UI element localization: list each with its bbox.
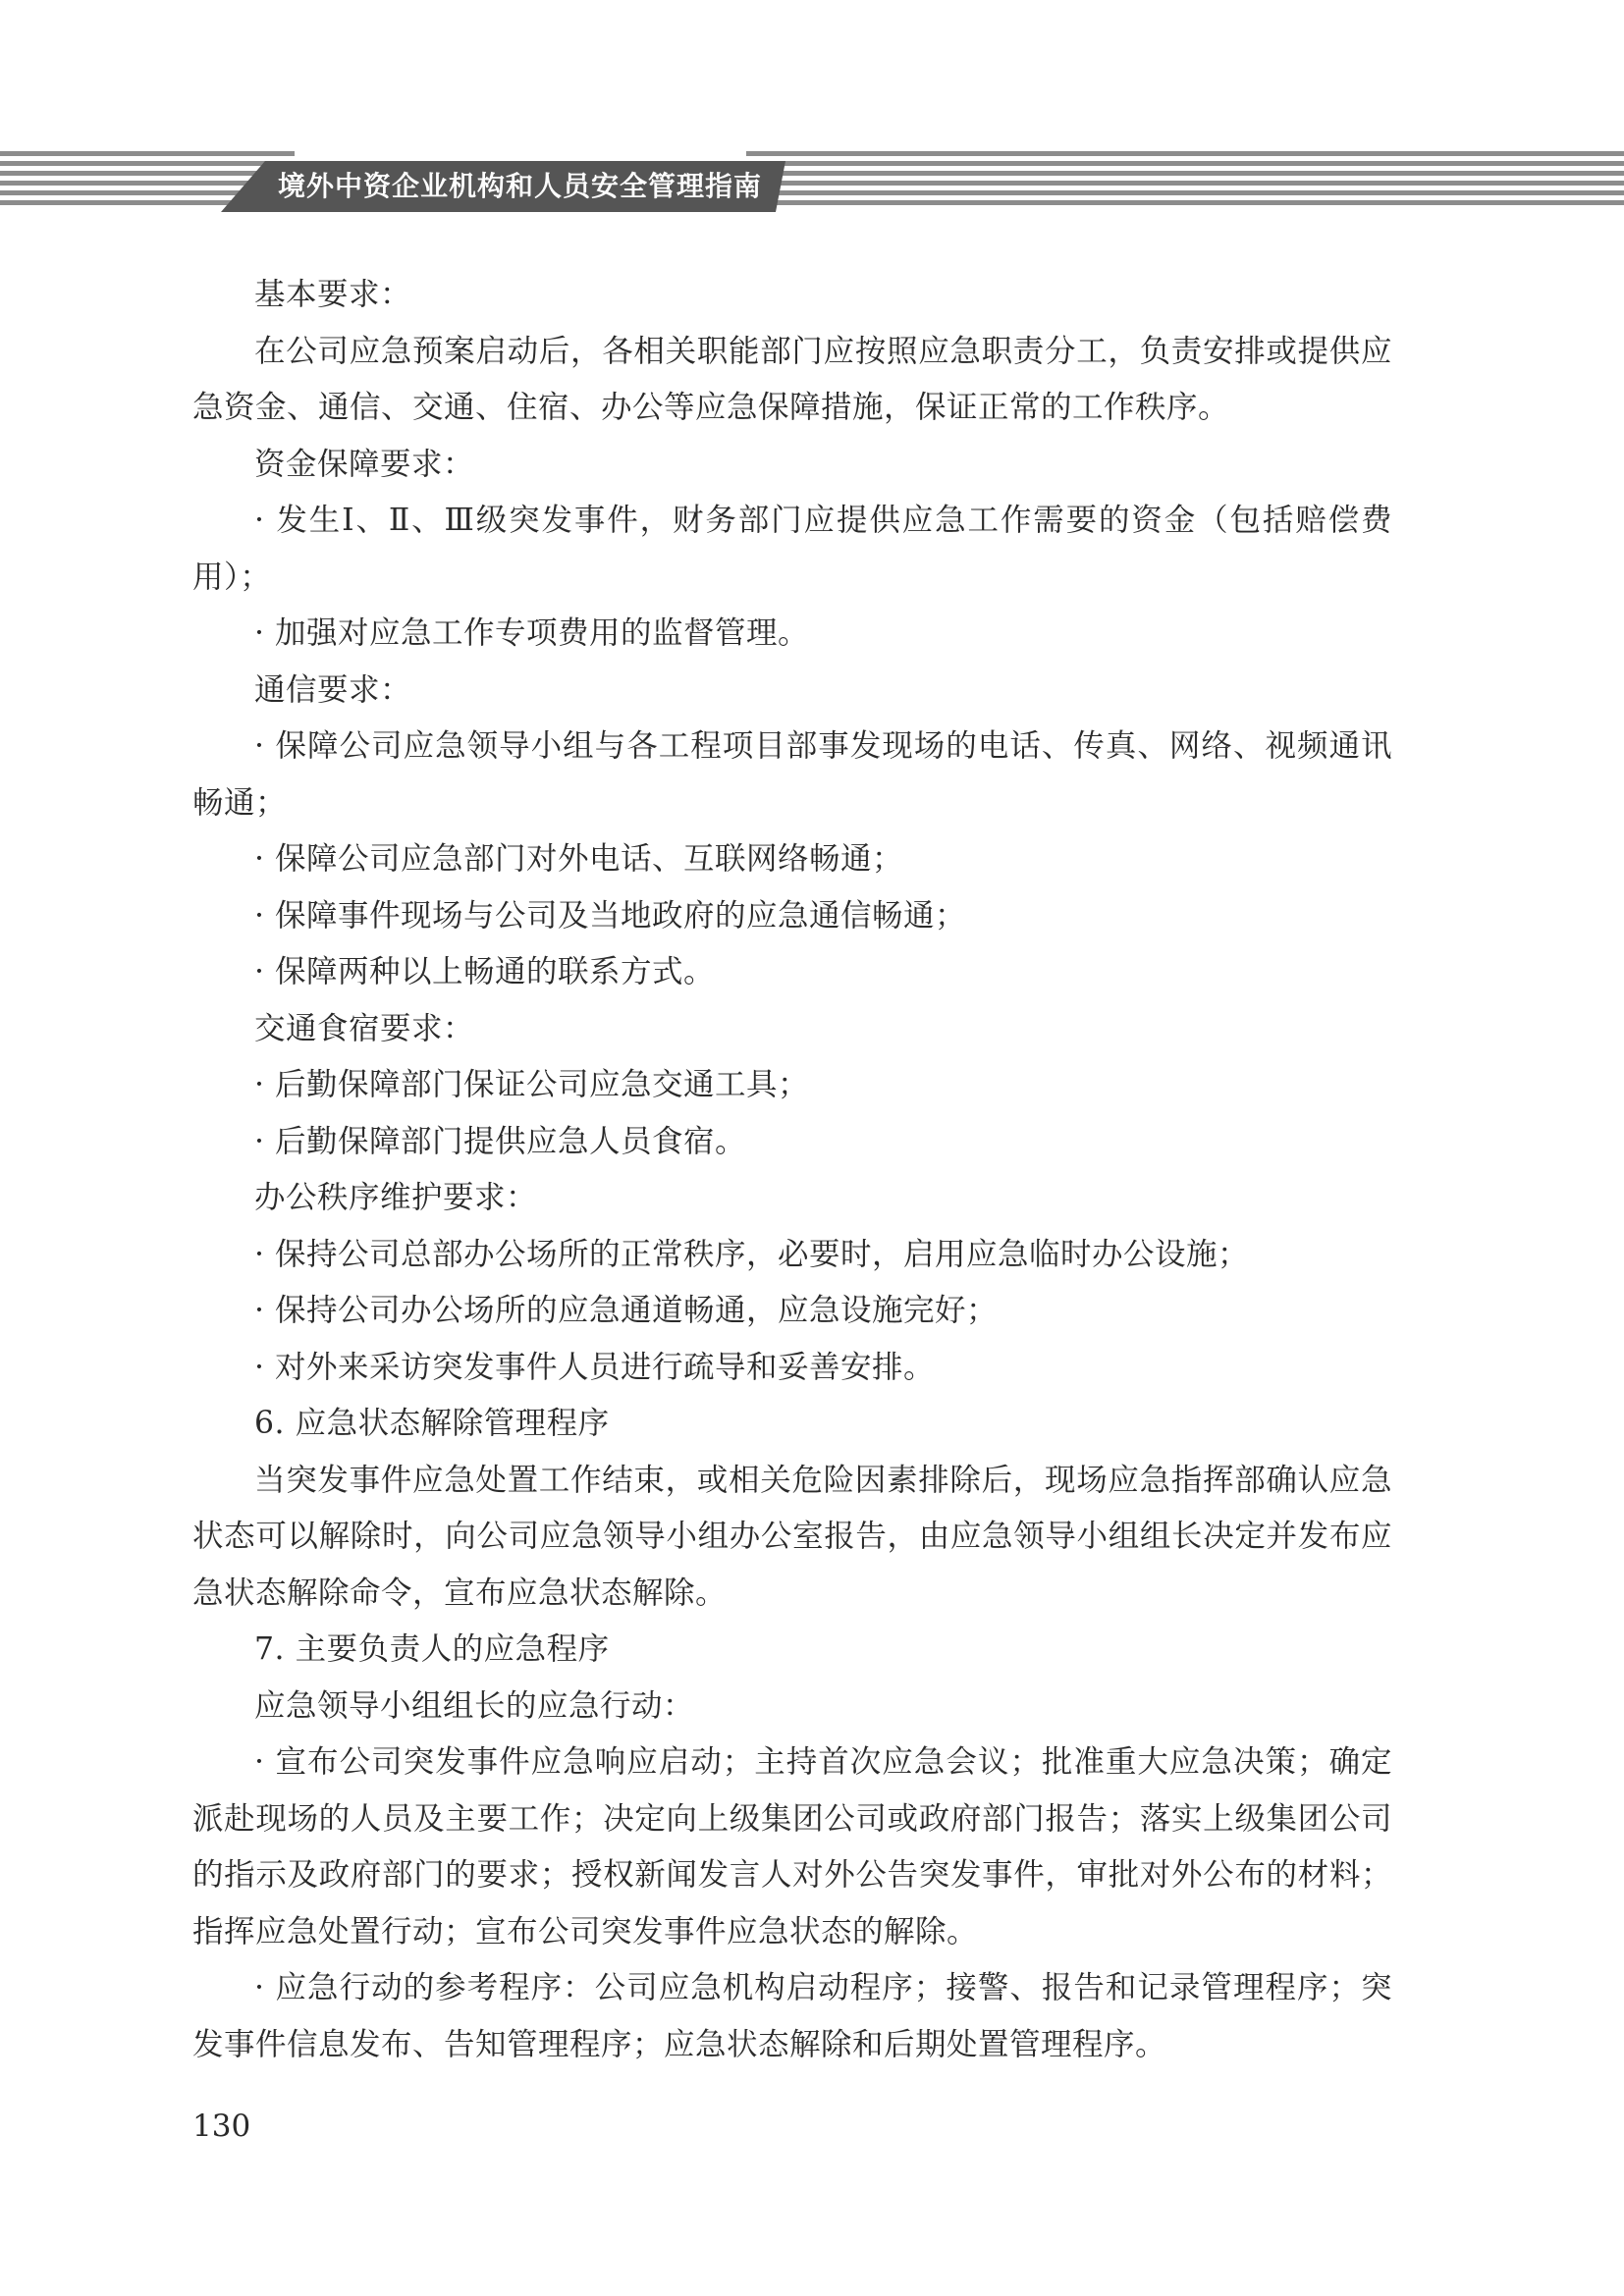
list-item-office-3: · 对外来采访突发事件人员进行疏导和妥善安排。 bbox=[254, 1349, 936, 1385]
list-item-leader-2: · 应急行动的参考程序：公司应急机构启动程序；接警、报告和记录管理程序；突发事件信息发布、告知管理程序；应急状态解除和后期处置管理程序。 bbox=[192, 1970, 1392, 2062]
paragraph-transport-heading: 交通食宿要求： bbox=[254, 1010, 475, 1046]
page-body bbox=[192, 267, 1392, 2073]
running-header bbox=[0, 147, 1624, 212]
list-item-communication-3: · 保障事件现场与公司及当地政府的应急通信畅通； bbox=[254, 897, 967, 934]
page-number: 130 bbox=[192, 2109, 251, 2144]
list-item-funding-1: · 发生Ⅰ、Ⅱ、Ⅲ级突发事件，财务部门应提供应急工作需要的资金（包括赔偿费用）； bbox=[192, 503, 1392, 595]
paragraph-funding-heading: 资金保障要求： bbox=[254, 446, 475, 482]
list-item-transport-1: · 后勤保障部门保证公司应急交通工具； bbox=[254, 1067, 810, 1102]
paragraph-communication-heading: 通信要求： bbox=[254, 671, 412, 708]
list-item-communication-4: · 保障两种以上畅通的联系方式。 bbox=[254, 954, 716, 989]
paragraph-basic-requirements-heading: 基本要求： bbox=[254, 277, 412, 312]
list-item-transport-2: · 后勤保障部门提供应急人员食宿。 bbox=[254, 1123, 747, 1159]
paragraph-basic-requirements: 在公司应急预案启动后，各相关职能部门应按照应急职责分工，负责安排或提供应急资金、通信、交通、住宿、办公等应急保障措施，保证正常的工作秩序。 bbox=[192, 333, 1392, 425]
paragraph-office-heading: 办公秩序维护要求： bbox=[254, 1180, 538, 1215]
list-item-communication-2: · 保障公司应急部门对外电话、互联网络畅通； bbox=[254, 841, 904, 877]
list-item-funding-2: · 加强对应急工作专项费用的监督管理。 bbox=[254, 615, 810, 651]
list-item-communication-1: · 保障公司应急领导小组与各工程项目部事发现场的电话、传真、网络、视频通讯畅通； bbox=[192, 728, 1392, 821]
section-heading-6: 6. 应急状态解除管理程序 bbox=[254, 1406, 610, 1441]
list-item-office-1: · 保持公司总部办公场所的正常秩序，必要时，启用应急临时办公设施； bbox=[254, 1236, 1250, 1272]
paragraph-section-6: 当突发事件应急处置工作结束，或相关危险因素排除后，现场应急指挥部确认应急状态可以解除时，向公司应急领导小组办公室报告，由应急领导小组组长决定并发布应急状态解除命令，宣布应急状态解除。 bbox=[192, 1462, 1392, 1611]
list-item-leader-1: · 宣布公司突发事件应急响应启动；主持首次应急会议；批准重大应急决策；确定派赴现场的人员及主要工作；决定向上级集团公司或政府部门报告；落实上级集团公司的指示及政府部门的要求；授权新闻发言人对外公告突发事件，审批对外公布的材料；指挥应急处置行动；宣布公司突发事件应急状态的解除。 bbox=[192, 1744, 1392, 1949]
header-stripes bbox=[0, 147, 1624, 212]
header-title: 境外中资企业机构和人员安全管理指南 bbox=[278, 170, 763, 202]
section-heading-7: 7. 主要负责人的应急程序 bbox=[254, 1631, 610, 1667]
list-item-office-2: · 保持公司办公场所的应急通道畅通，应急设施完好； bbox=[254, 1293, 999, 1328]
paragraph-leader-actions-heading: 应急领导小组组长的应急行动： bbox=[254, 1687, 695, 1724]
